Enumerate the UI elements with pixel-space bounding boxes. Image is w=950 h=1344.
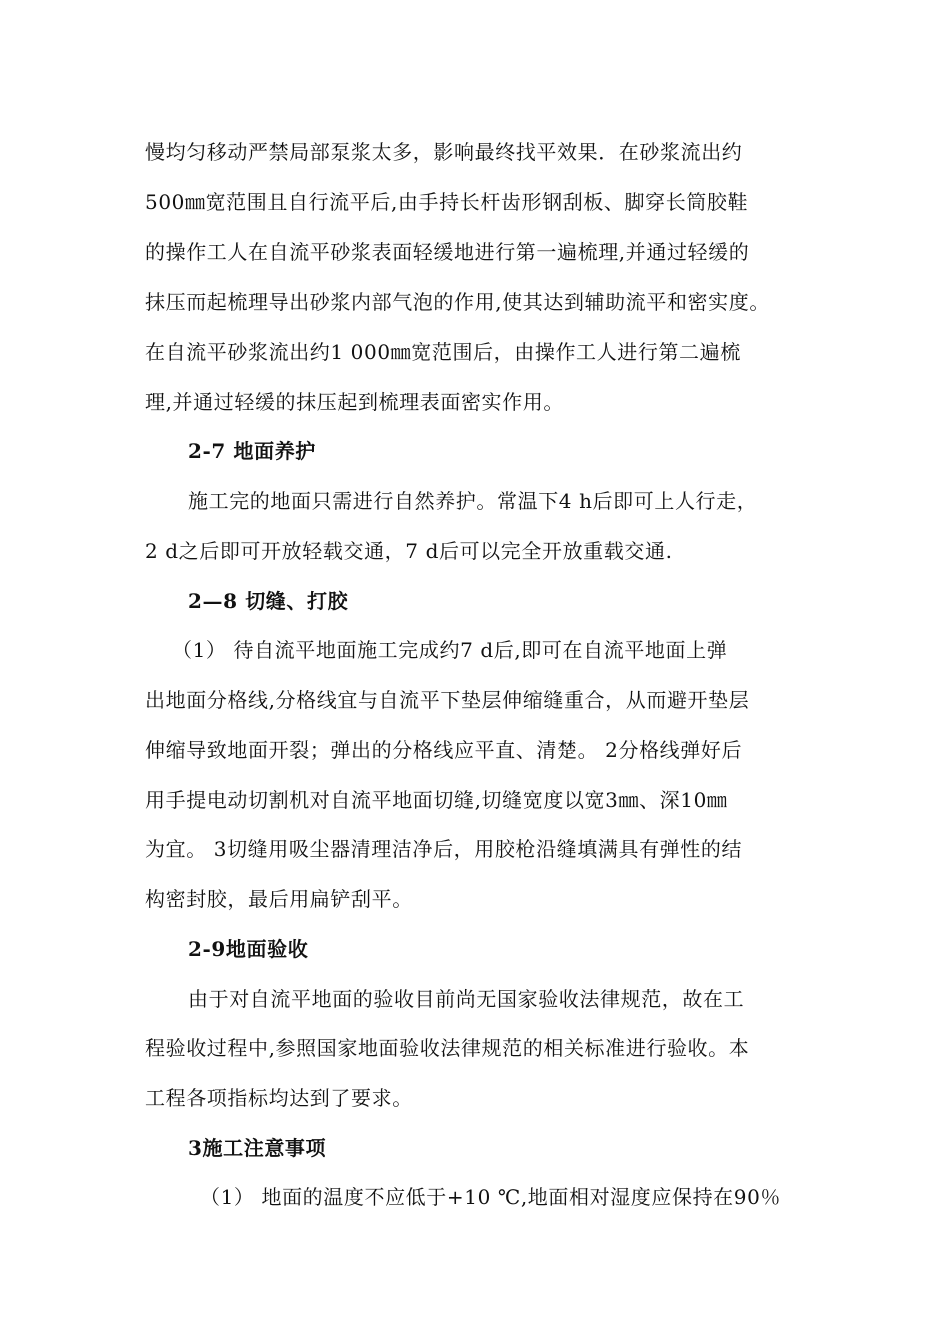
- section-heading: 2-7 地面养护: [188, 439, 316, 463]
- paragraph-line: 伸缩导致地面开裂；弹出的分格线应平直、清楚。 2分格线弹好后: [145, 738, 743, 762]
- paragraph-line: 慢均匀移动严禁局部泵浆太多，影响最终找平效果．在砂浆流出约: [145, 140, 743, 164]
- paragraph-line: 为宜。 3切缝用吸尘器清理洁净后，用胶枪沿缝填满具有弹性的结: [145, 837, 743, 861]
- paragraph-line: 的操作工人在自流平砂浆表面轻缓地进行第一遍梳理,并通过轻缓的: [145, 240, 750, 264]
- paragraph-line: 理,并通过轻缓的抹压起到梳理表面密实作用。: [145, 390, 564, 414]
- paragraph-line: 500㎜宽范围且自行流平后,由手持长杆齿形钢刮板、脚穿长筒胶鞋: [145, 190, 749, 214]
- section-heading: 3施工注意事项: [188, 1136, 327, 1160]
- paragraph-line: 抹压而起梳理导出砂浆内部气泡的作用,使其达到辅助流平和密实度。: [145, 290, 770, 314]
- paragraph-line: 构密封胶，最后用扁铲刮平。: [145, 887, 413, 911]
- paragraph-line: （1） 待自流平地面施工完成约7 d后,即可在自流平地面上弹: [172, 638, 728, 662]
- section-heading: 2—8 切缝、打胶: [188, 589, 349, 613]
- paragraph-line: 由于对自流平地面的验收目前尚无国家验收法律规范，故在工: [188, 987, 745, 1011]
- paragraph-line: （1） 地面的温度不应低于+10 ℃,地面相对湿度应保持在90％: [200, 1185, 782, 1209]
- paragraph-line: 工程各项指标均达到了要求。: [145, 1086, 413, 1110]
- section-heading: 2-9地面验收: [188, 937, 309, 961]
- paragraph-line: 2 d之后即可开放轻载交通，7 d后可以完全开放重载交通.: [145, 539, 673, 563]
- paragraph-line: 在自流平砂浆流出约1 000㎜宽范围后，由操作工人进行第二遍梳: [145, 340, 741, 364]
- paragraph-line: 施工完的地面只需进行自然养护。常温下4 h后即可上人行走，: [188, 489, 758, 513]
- paragraph-line: 出地面分格线,分格线宜与自流平下垫层伸缩缝重合，从而避开垫层: [145, 688, 750, 712]
- paragraph-line: 用手提电动切割机对自流平地面切缝,切缝宽度以宽3㎜、深10㎜: [145, 788, 728, 812]
- paragraph-line: 程验收过程中,参照国家地面验收法律规范的相关标准进行验收。本: [145, 1036, 750, 1060]
